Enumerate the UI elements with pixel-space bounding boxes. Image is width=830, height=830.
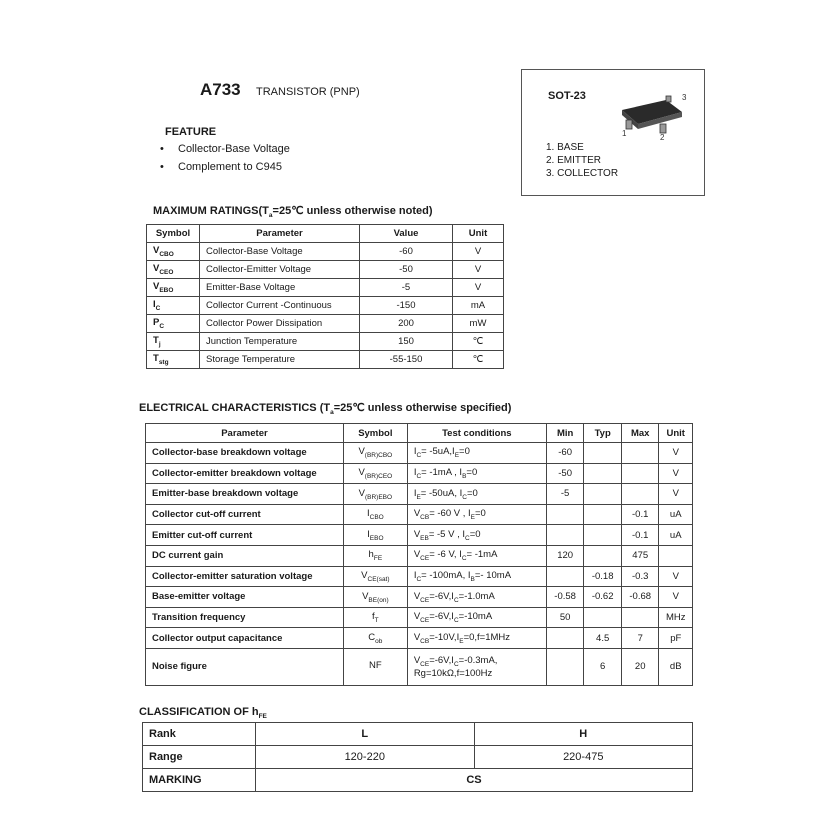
- table-header-row: [147, 225, 504, 243]
- table-row: [146, 504, 693, 525]
- feature-text: Collector-Base Voltage: [178, 143, 290, 155]
- condition-cell: $I_C= -1mA$ , $I_B=0$: [407, 463, 546, 484]
- max-cell: [621, 484, 659, 505]
- table-row: [146, 628, 693, 649]
- unit-cell: V: [453, 279, 504, 297]
- range-h: 220-475: [474, 746, 693, 769]
- max-cell: 20: [621, 648, 659, 685]
- value-cell: -55-150: [360, 351, 453, 369]
- table-row: [146, 443, 693, 464]
- package-box: [521, 69, 705, 196]
- range-label: Range: [143, 746, 256, 769]
- typ-cell: [584, 484, 622, 505]
- symbol-cell: $V_{(BR)EBO}$: [343, 484, 407, 505]
- symbol-cell: NF: [343, 648, 407, 685]
- title-text: MAXIMUM RATINGS(T: [153, 205, 269, 217]
- param-cell: Emitter-base breakdown voltage: [146, 484, 344, 505]
- col-header: Parameter: [200, 225, 360, 243]
- typ-cell: [584, 504, 622, 525]
- min-cell: -50: [546, 463, 584, 484]
- typ-cell: -0.18: [584, 566, 622, 587]
- param-cell: Collector Current -Continuous: [200, 297, 360, 315]
- unit-cell: mA: [453, 297, 504, 315]
- unit-cell: ℃: [453, 333, 504, 351]
- table-row: [146, 484, 693, 505]
- rank-h: H: [474, 723, 693, 746]
- col-header: Max: [621, 424, 659, 443]
- table-row: [147, 333, 504, 351]
- pin-number-2: 2: [660, 133, 665, 140]
- condition-cell: $V_{CE}=-6V,I_C=-0.3mA$, Rg=10kΩ,f=100Hz: [407, 648, 546, 685]
- max-cell: 7: [621, 628, 659, 649]
- max-cell: -0.68: [621, 587, 659, 608]
- title-rest: =25℃ unless otherwise specified): [333, 402, 512, 414]
- min-cell: 50: [546, 607, 584, 628]
- symbol-cell: $V_{EBO}$: [147, 279, 200, 297]
- pin-label: 3. COLLECTOR: [546, 168, 619, 179]
- symbol-cell: $T_{stg}$: [147, 351, 200, 369]
- param-cell: Collector-Emitter Voltage: [200, 261, 360, 279]
- table-row: [146, 525, 693, 546]
- param-cell: Collector-base breakdown voltage: [146, 443, 344, 464]
- bullet-icon: •: [160, 143, 164, 155]
- title-rest: =25℃ unless otherwise noted): [272, 205, 433, 217]
- part-number: A733: [200, 80, 241, 99]
- unit-cell: mW: [453, 315, 504, 333]
- table-row: [146, 545, 693, 566]
- unit-cell: V: [659, 566, 693, 587]
- condition-cell: $V_{CE}= -6$ V, $I_C= -1mA$: [407, 545, 546, 566]
- pin-number-1: 1: [622, 129, 627, 138]
- unit-cell: V: [453, 261, 504, 279]
- table-row: [147, 261, 504, 279]
- symbol-cell: $I_{CBO}$: [343, 504, 407, 525]
- symbol-cell: $h_{FE}$: [343, 545, 407, 566]
- unit-cell: uA: [659, 525, 693, 546]
- max-cell: [621, 443, 659, 464]
- col-header: Symbol: [343, 424, 407, 443]
- condition-cell: $V_{CE}=-6V,I_C=-1.0mA$: [407, 587, 546, 608]
- title-text: CLASSIFICATION OF h: [139, 706, 259, 718]
- param-cell: Storage Temperature: [200, 351, 360, 369]
- table-row: [147, 315, 504, 333]
- col-header: Parameter: [146, 424, 344, 443]
- value-cell: 200: [360, 315, 453, 333]
- typ-cell: 6: [584, 648, 622, 685]
- unit-cell: pF: [659, 628, 693, 649]
- param-cell: Junction Temperature: [200, 333, 360, 351]
- symbol-cell: $I_{EBO}$: [343, 525, 407, 546]
- param-cell: Collector Power Dissipation: [200, 315, 360, 333]
- table-row: [146, 648, 693, 685]
- feature-item: [160, 161, 282, 173]
- min-cell: -60: [546, 443, 584, 464]
- max-cell: [621, 607, 659, 628]
- min-cell: -5: [546, 484, 584, 505]
- typ-cell: [584, 607, 622, 628]
- table-row: [146, 463, 693, 484]
- symbol-cell: $V_{CBO}$: [147, 243, 200, 261]
- min-cell: -0.58: [546, 587, 584, 608]
- value-cell: -50: [360, 261, 453, 279]
- feature-item: [160, 143, 290, 155]
- title-text: ELECTRICAL CHARACTERISTICS (T: [139, 402, 331, 414]
- typ-cell: [584, 443, 622, 464]
- typ-cell: [584, 525, 622, 546]
- title-sub: a: [330, 409, 334, 417]
- condition-cell: $V_{CB}=-10V,I_E=0,f=1MHz$: [407, 628, 546, 649]
- electrical-table: [145, 423, 693, 686]
- col-header: Value: [360, 225, 453, 243]
- table-row: [146, 587, 693, 608]
- unit-cell: dB: [659, 648, 693, 685]
- range-l: 120-220: [256, 746, 475, 769]
- col-header: Typ: [584, 424, 622, 443]
- title-sub: a: [268, 212, 273, 220]
- bullet-icon: •: [160, 161, 164, 173]
- value-cell: -60: [360, 243, 453, 261]
- param-cell: Collector-emitter breakdown voltage: [146, 463, 344, 484]
- symbol-cell: $V_{(BR)CEO}$: [343, 463, 407, 484]
- marking-value: CS: [256, 769, 693, 792]
- param-cell: Transition frequency: [146, 607, 344, 628]
- param-cell: Collector output capacitance: [146, 628, 344, 649]
- unit-cell: V: [659, 463, 693, 484]
- min-cell: [546, 648, 584, 685]
- marking-label: MARKING: [143, 769, 256, 792]
- col-header: Symbol: [147, 225, 200, 243]
- param-cell: Noise figure: [146, 648, 344, 685]
- max-ratings-table: [146, 224, 504, 369]
- max-cell: -0.3: [621, 566, 659, 587]
- pin-label: 1. BASE: [546, 142, 584, 153]
- unit-cell: V: [659, 443, 693, 464]
- table-header-row: [146, 424, 693, 443]
- col-header: Unit: [659, 424, 693, 443]
- condition-cell: $V_{CB}= -60$ V , $I_E=0$: [407, 504, 546, 525]
- feature-text: Complement to C945: [178, 161, 282, 173]
- param-cell: Base-emitter voltage: [146, 587, 344, 608]
- feature-title: FEATURE: [165, 126, 217, 138]
- min-cell: [546, 628, 584, 649]
- condition-cell: $I_C= -100mA$, $I_B=-$ 10mA: [407, 566, 546, 587]
- param-cell: Collector-Base Voltage: [200, 243, 360, 261]
- param-cell: Emitter-Base Voltage: [200, 279, 360, 297]
- pin-number-3: 3: [682, 93, 687, 102]
- max-cell: 475: [621, 545, 659, 566]
- symbol-cell: $V_{CE(sat)}$: [343, 566, 407, 587]
- symbol-cell: $I_C$: [147, 297, 200, 315]
- symbol-cell: $V_{(BR)CBO}$: [343, 443, 407, 464]
- max-cell: -0.1: [621, 525, 659, 546]
- min-cell: 120: [546, 545, 584, 566]
- value-cell: -5: [360, 279, 453, 297]
- max-cell: -0.1: [621, 504, 659, 525]
- table-row: [147, 351, 504, 369]
- typ-cell: -0.62: [584, 587, 622, 608]
- symbol-cell: $C_{ob}$: [343, 628, 407, 649]
- sot23-package-icon: [614, 90, 694, 140]
- symbol-cell: $f_T$: [343, 607, 407, 628]
- table-row: [147, 243, 504, 261]
- col-header: Test conditions: [407, 424, 546, 443]
- param-cell: Collector-emitter saturation voltage: [146, 566, 344, 587]
- package-name: SOT-23: [548, 90, 586, 102]
- table-row: [146, 566, 693, 587]
- rank-label: Rank: [143, 723, 256, 746]
- pin-label: 2. EMITTER: [546, 155, 602, 166]
- max-ratings-title: [153, 204, 433, 219]
- condition-cell: $I_C= -5uA,I_E=0$: [407, 443, 546, 464]
- electrical-title: [139, 401, 511, 416]
- param-cell: Emitter cut-off current: [146, 525, 344, 546]
- table-row: [146, 607, 693, 628]
- table-row: [147, 297, 504, 315]
- min-cell: [546, 504, 584, 525]
- param-cell: Collector cut-off current: [146, 504, 344, 525]
- title-sub: FE: [258, 713, 267, 721]
- unit-cell: V: [453, 243, 504, 261]
- classification-table: [142, 722, 693, 792]
- col-header: Unit: [453, 225, 504, 243]
- condition-cell: $V_{CE}=-6V,I_C=-10mA$: [407, 607, 546, 628]
- part-type: TRANSISTOR (PNP): [256, 86, 360, 98]
- col-header: Min: [546, 424, 584, 443]
- unit-cell: [659, 545, 693, 566]
- value-cell: 150: [360, 333, 453, 351]
- condition-cell: $I_E= -50uA$, $I_C=0$: [407, 484, 546, 505]
- max-cell: [621, 463, 659, 484]
- unit-cell: V: [659, 587, 693, 608]
- table-row: [147, 279, 504, 297]
- typ-cell: [584, 545, 622, 566]
- unit-cell: ℃: [453, 351, 504, 369]
- table-row: [143, 746, 693, 769]
- typ-cell: [584, 463, 622, 484]
- unit-cell: uA: [659, 504, 693, 525]
- rank-l: L: [256, 723, 475, 746]
- unit-cell: MHz: [659, 607, 693, 628]
- table-row: [143, 769, 693, 792]
- typ-cell: 4.5: [584, 628, 622, 649]
- min-cell: [546, 525, 584, 546]
- symbol-cell: $V_{BE(on)}$: [343, 587, 407, 608]
- min-cell: [546, 566, 584, 587]
- symbol-cell: $T_j$: [147, 333, 200, 351]
- value-cell: -150: [360, 297, 453, 315]
- symbol-cell: $P_C$: [147, 315, 200, 333]
- unit-cell: V: [659, 484, 693, 505]
- table-row: [143, 723, 693, 746]
- classification-title: [139, 706, 267, 720]
- condition-cell: $V_{EB}= -5$ V , $I_C=0$: [407, 525, 546, 546]
- param-cell: DC current gain: [146, 545, 344, 566]
- symbol-cell: $V_{CEO}$: [147, 261, 200, 279]
